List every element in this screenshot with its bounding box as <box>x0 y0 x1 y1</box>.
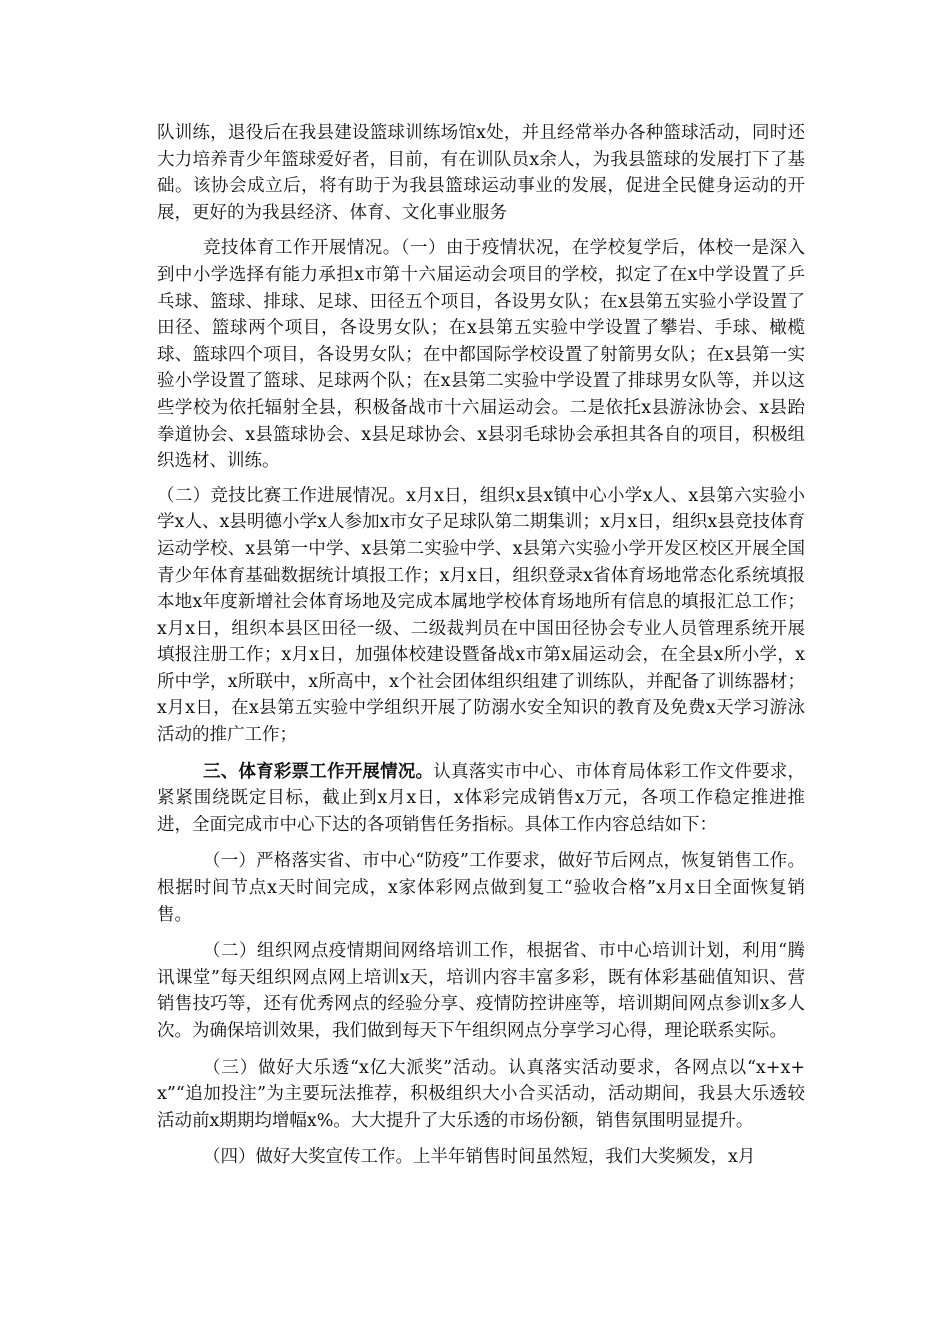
paragraph-text: （三）做好大乐透“x亿大派奖”活动。认真落实活动要求，各网点以“x+x+x”“追加投注”为主要玩法推荐，积极组织大小合买活动，活动期间，我县大乐透较活动前x期期均增幅x%。大大提升了大乐透的市场份额，销售氛围明显提升。 <box>157 1057 805 1131</box>
paragraph-prize-publicity <box>157 1144 805 1171</box>
paragraph-sports-lottery <box>157 759 805 839</box>
paragraph-basketball-association <box>157 120 805 226</box>
paragraph-competition-progress <box>157 483 805 749</box>
paragraph-lotto-promotion <box>157 1055 805 1135</box>
paragraph-competitive-sports <box>157 235 805 474</box>
document-page <box>157 120 805 1171</box>
section-heading: 三、体育彩票工作开展情况。 <box>203 761 434 782</box>
paragraph-online-training <box>157 938 805 1044</box>
paragraph-text: （二）组织网点疫情期间网络培训工作，根据省、市中心培训计划，利用“腾讯课堂”每天组织网点网上培训x天，培训内容丰富多彩，既有体彩基础值知识、营销售技巧等，还有优秀网点的经验分享、疫情防控讲座等，培训期间网点参训x多人次。为确保培训效果，我们做到每天下午组织网点分享学习心得，理论联系实际。 <box>157 941 805 1041</box>
paragraph-text: 认真落实市中心、市体育局体彩工作文件要求，紧紧围绕既定目标，截止到x月x日，x体彩完成销售x万元，各项工作稳定推进推进，全面完成市中心下达的各项销售任务指标。具体工作内容总结如下： <box>157 761 806 835</box>
paragraph-text: （一）严格落实省、市中心“防疫”工作要求，做好节后网点，恢复销售工作。根据时间节点x天时间完成，x家体彩网点做到复工“验收合格”x月x日全面恢复销售。 <box>157 851 805 925</box>
paragraph-text: 竞技体育工作开展情况。（一）由于疫情状况，在学校复学后，体校一是深入到中小学选择有能力承担x市第十六届运动会项目的学校，拟定了在x中学设置了乒乓球、篮球、排球、足球、田径五个项目，各设男女队；在x县第五实验小学设置了田径、篮球两个项目，各设男女队；在x县第五实验中学设置了攀岩、手球、橄榄球、篮球四个项目，各设男女队；在中都国际学校设置了射箭男女队；在x县第一实验小学设置了篮球、足球两个队；在x县第二实验中学设置了排球男女队等，并以这些学校为依托辐射全县，积极备战市十六届运动会。二是依托x县游泳协会、x县跆拳道协会、x县篮球协会、x县足球协会、x县羽毛球协会承担其各自的项目，积极组织选材、训练。 <box>157 238 805 472</box>
paragraph-text: 队训练，退役后在我县建设篮球训练场馆x处，并且经常举办各种篮球活动，同时还大力培养青少年篮球爱好者，目前，有在训队员x余人，为我县篮球的发展打下了基础。该协会成立后，将有助于为我县篮球运动事业的发展，促进全民健身运动的开展，更好的为我县经济、体育、文化事业服务 <box>157 123 805 223</box>
paragraph-text: （四）做好大奖宣传工作。上半年销售时间虽然短，我们大奖频发，x月 <box>203 1147 756 1168</box>
paragraph-epidemic-prevention <box>157 848 805 928</box>
paragraph-text: （二）竞技比赛工作进展情况。x月x日，组织x县x镇中心小学x人、x县第六实验小学x人、x县明德小学x人参加x市女子足球队第二期集训；x月x日，组织x县竞技体育运动学校、x县第一中学、x县第二实验中学、x县第六实验小学开发区校区开展全国青少年体育基础数据统计填报工作；x月x日，组织登录x省体育场地常态化系统填报本地x年度新增社会体育场地及完成本属地学校体育场地所有信息的填报汇总工作；x月x日，组织本县区田径一级、二级裁判员在中国田径协会专业人员管理系统开展填报注册工作；x月x日，加强体校建设暨备战x市第x届运动会，在全县x所小学，x所中学，x所联中，x所高中，x个社会团体组织组建了训练队，并配备了训练器材；x月x日，在x县第五实验中学组织开展了防溺水安全知识的教育及免费x天学习游泳活动的推广工作； <box>157 485 805 746</box>
